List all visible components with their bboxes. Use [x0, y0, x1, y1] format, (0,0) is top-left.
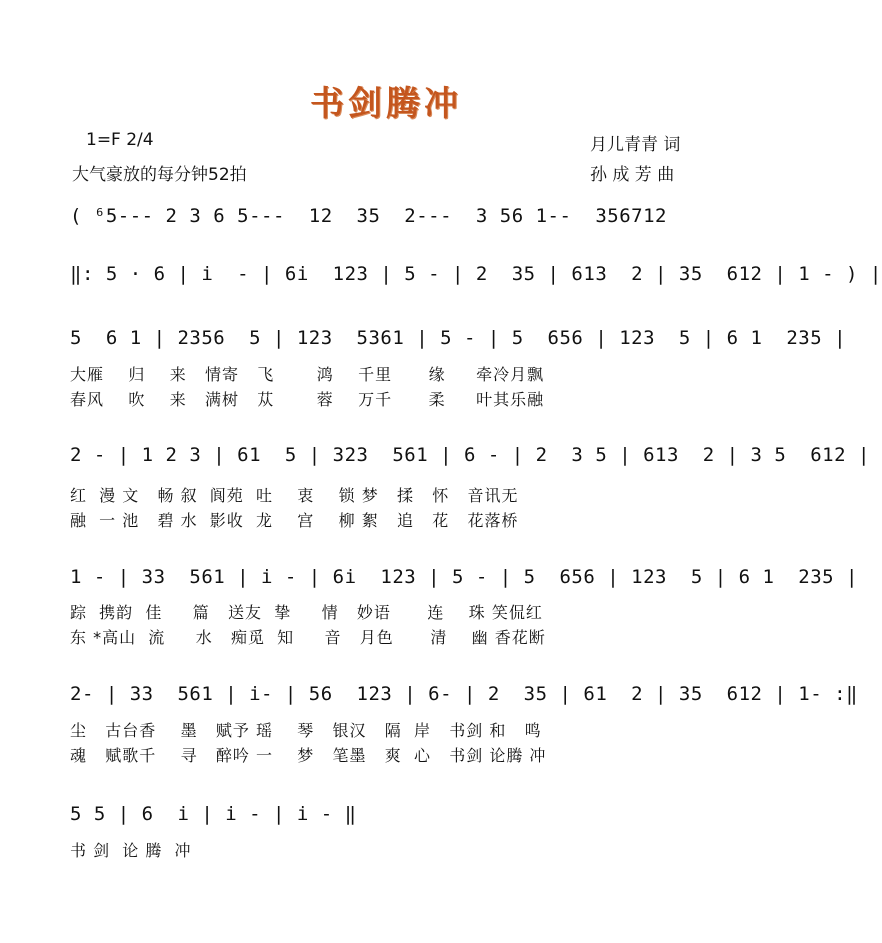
system-5-notes: 2- | 33 561 | i- | 56 123 | 6- | 2 35 | 61 2 | 35 612 | 1- :‖	[70, 683, 858, 705]
system-4-lyrics-verse2: 东 *高山 流 水 痴觅 知 音 月色 清 幽 香花断	[70, 628, 546, 647]
system-6-notes: 5 5 | 6 i | i - | i - ‖	[70, 803, 357, 825]
system-5-lyrics-verse1: 尘 古台香 墨 赋予 瑶 琴 银汉 隔 岸 书剑 和 鸣	[70, 721, 542, 740]
song-title: 书剑腾冲	[310, 84, 462, 124]
lyricist-credit: 月儿青青 词	[590, 135, 681, 155]
system-4-lyrics-verse1: 踪 携韵 佳 篇 送友 挚 情 妙语 连 珠 笑侃红	[70, 603, 543, 622]
system-1-notes: ‖: 5 · 6 | i - | 6i 123 | 5 - | 2 35 | 613 2 | 35 612 | 1 - ) |	[70, 263, 882, 285]
system-4-notes: 1 - | 33 561 | i - | 6i 123 | 5 - | 5 656 | 123 5 | 6 1 235 |	[70, 566, 858, 588]
system-3-lyrics-verse1: 红 漫 文 畅 叙 阆苑 吐 衷 锁 梦 揉 怀 音讯无	[70, 486, 519, 505]
system-3-notes: 2 - | 1 2 3 | 61 5 | 323 561 | 6 - | 2 3 5 | 613 2 | 3 5 612 |	[70, 444, 870, 466]
system-2-lyrics-verse1: 大雁 归 来 情寄 飞 鸿 千里 缘 牵冷月飘	[70, 365, 545, 384]
system-2-notes: 5 6 1 | 2356 5 | 123 5361 | 5 - | 5 656 | 123 5 | 6 1 235 |	[70, 327, 847, 349]
system-5-lyrics-verse2: 魂 赋歌千 寻 醉吟 一 梦 笔墨 爽 心 书剑 论腾 冲	[70, 746, 547, 765]
system-3-lyrics-verse2: 融 一 池 碧 水 影收 龙 宫 柳 絮 追 花 花落桥	[70, 511, 519, 530]
system-2-lyrics-verse2: 春风 吹 来 满树 苁 蓉 万千 柔 叶其乐融	[70, 390, 545, 409]
intro-notation: ( ⁶5--- 2 3 6 5--- 12 35 2--- 3 56 1-- 356712	[70, 205, 667, 227]
system-6-lyrics: 书 剑 论 腾 冲	[70, 841, 192, 860]
composer-credit: 孙 成 芳 曲	[590, 165, 675, 185]
key-time-signature: 1=F 2/4	[86, 130, 154, 150]
tempo-marking: 大气豪放的每分钟52拍	[72, 165, 247, 185]
